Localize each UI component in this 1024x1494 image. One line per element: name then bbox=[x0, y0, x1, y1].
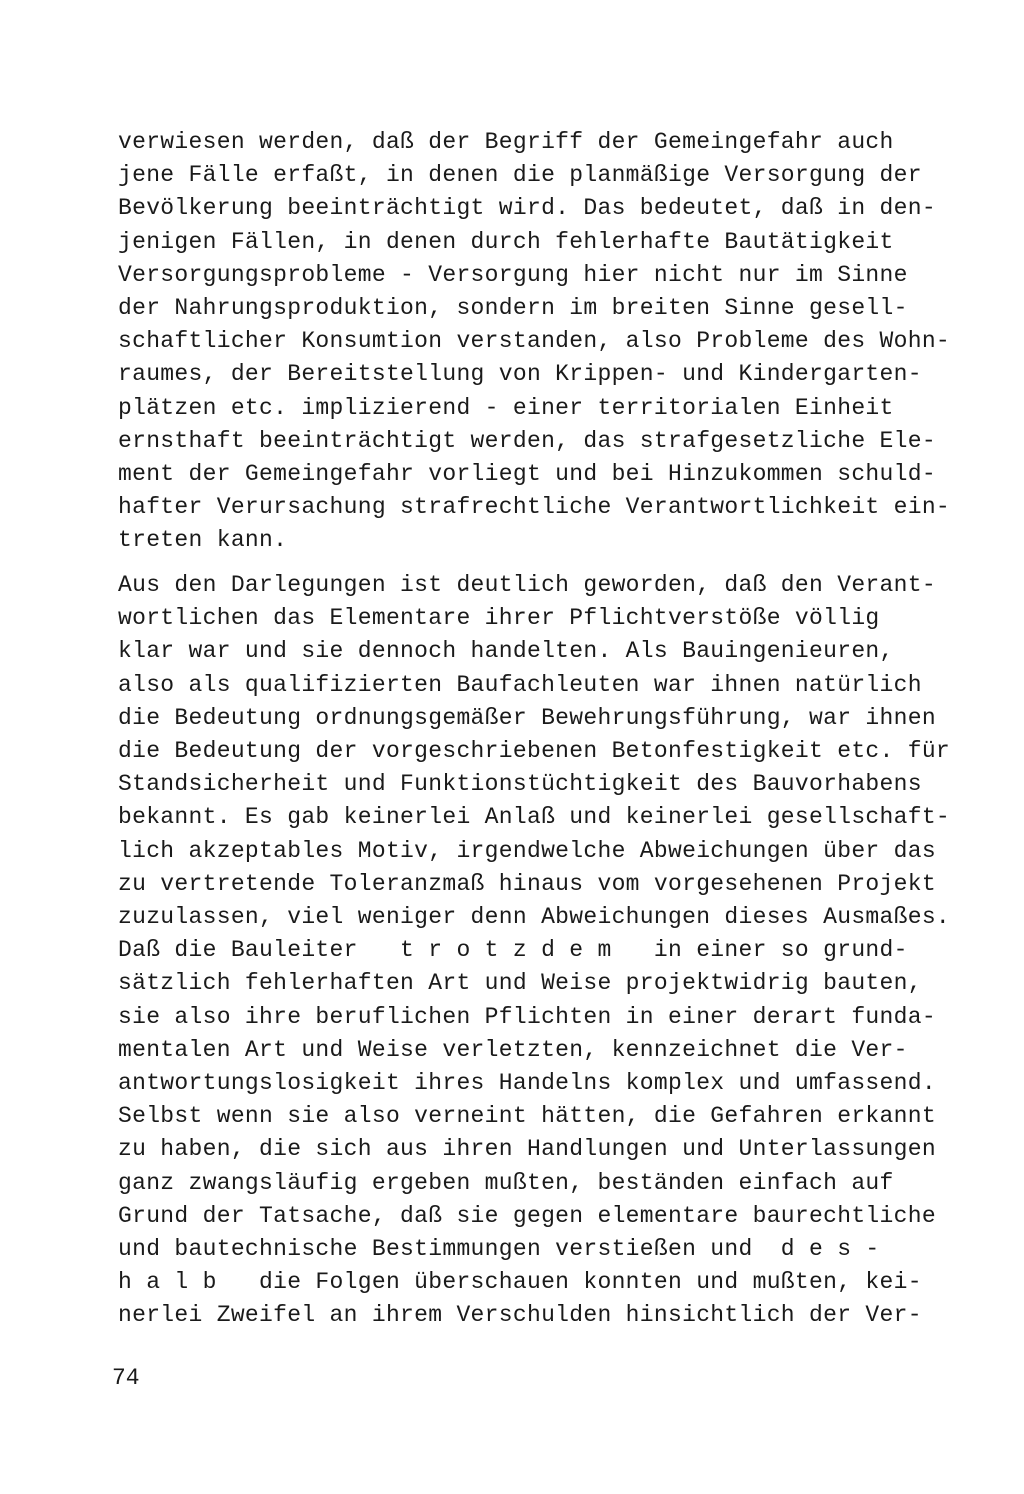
text-line: die Bedeutung der vorgeschriebenen Betonfestigkeit etc. für bbox=[118, 738, 951, 765]
text-line: h a l b die Folgen überschauen konnten und mußten, kei- bbox=[118, 1269, 922, 1296]
text-line: sie also ihre beruflichen Pflichten in einer derart funda- bbox=[118, 1003, 936, 1030]
page-number: 74 bbox=[112, 1365, 140, 1391]
text-line: Daß die Bauleiter t r o t z d e m in einer so grund- bbox=[118, 937, 908, 964]
text-line: wortlichen das Elementare ihrer Pflichtverstöße völlig bbox=[118, 605, 880, 632]
text-line: mentalen Art und Weise verletzten, kennzeichnet die Ver- bbox=[118, 1036, 908, 1063]
text-line: die Bedeutung ordnungsgemäßer Bewehrungsführung, war ihnen bbox=[118, 704, 936, 731]
text-line: also als qualifizierten Baufachleuten war ihnen natürlich bbox=[118, 671, 922, 698]
text-line: Selbst wenn sie also verneint hätten, die Gefahren erkannt bbox=[118, 1103, 936, 1130]
text-line: zu haben, die sich aus ihren Handlungen und Unterlassungen bbox=[118, 1136, 936, 1163]
paragraph-2 bbox=[118, 569, 951, 1333]
text-line: antwortungslosigkeit ihres Handelns komplex und umfassend. bbox=[118, 1070, 936, 1097]
text-line: sätzlich fehlerhaften Art und Weise projektwidrig bauten, bbox=[118, 970, 922, 997]
paragraph-1 bbox=[118, 126, 951, 558]
text-line: zuzulassen, viel weniger denn Abweichungen dieses Ausmaßes. bbox=[118, 904, 951, 931]
text-line: Bevölkerung beeinträchtigt wird. Das bedeutet, daß in den- bbox=[118, 195, 936, 222]
text-line: verwiesen werden, daß der Begriff der Gemeingefahr auch bbox=[118, 129, 894, 155]
text-line: bekannt. Es gab keinerlei Anlaß und keinerlei gesellschaft- bbox=[118, 804, 951, 831]
text-line: der Nahrungsproduktion, sondern im breiten Sinne gesell- bbox=[118, 295, 908, 322]
text-line: schaftlicher Konsumtion verstanden, also Probleme des Wohn- bbox=[118, 328, 951, 355]
text-line: nerlei Zweifel an ihrem Verschulden hinsichtlich der Ver- bbox=[118, 1302, 922, 1329]
text-line: Versorgungsprobleme - Versorgung hier nicht nur im Sinne bbox=[118, 261, 908, 288]
text-line: zu vertretende Toleranzmaß hinaus vom vorgesehenen Projekt bbox=[118, 870, 936, 897]
text-line: und bautechnische Bestimmungen verstießen und d e s - bbox=[118, 1236, 880, 1263]
text-line: raumes, der Bereitstellung von Krippen- und Kindergarten- bbox=[118, 361, 922, 388]
text-line: lich akzeptables Motiv, irgendwelche Abweichungen über das bbox=[118, 837, 936, 864]
text-line: ernsthaft beeinträchtigt werden, das strafgesetzliche Ele- bbox=[118, 427, 936, 454]
text-line: ganz zwangsläufig ergeben mußten, beständen einfach auf bbox=[118, 1169, 894, 1196]
text-line: Grund der Tatsache, daß sie gegen elementare baurechtliche bbox=[118, 1202, 936, 1229]
text-line: plätzen etc. implizierend - einer territorialen Einheit bbox=[118, 394, 894, 421]
text-line: hafter Verursachung strafrechtliche Verantwortlichkeit ein- bbox=[118, 494, 951, 521]
text-line: jenigen Fällen, in denen durch fehlerhafte Bautätigkeit bbox=[118, 228, 894, 255]
text-line: klar war und sie dennoch handelten. Als Bauingenieuren, bbox=[118, 638, 894, 665]
text-line: Standsicherheit und Funktionstüchtigkeit des Bauvorhabens bbox=[118, 771, 922, 798]
text-line: Aus den Darlegungen ist deutlich geworden, daß den Verant- bbox=[118, 572, 936, 598]
text-line: jene Fälle erfaßt, in denen die planmäßige Versorgung der bbox=[118, 162, 922, 189]
text-line: treten kann. bbox=[118, 527, 288, 554]
text-line: ment der Gemeingefahr vorliegt und bei Hinzukommen schuld- bbox=[118, 461, 936, 488]
